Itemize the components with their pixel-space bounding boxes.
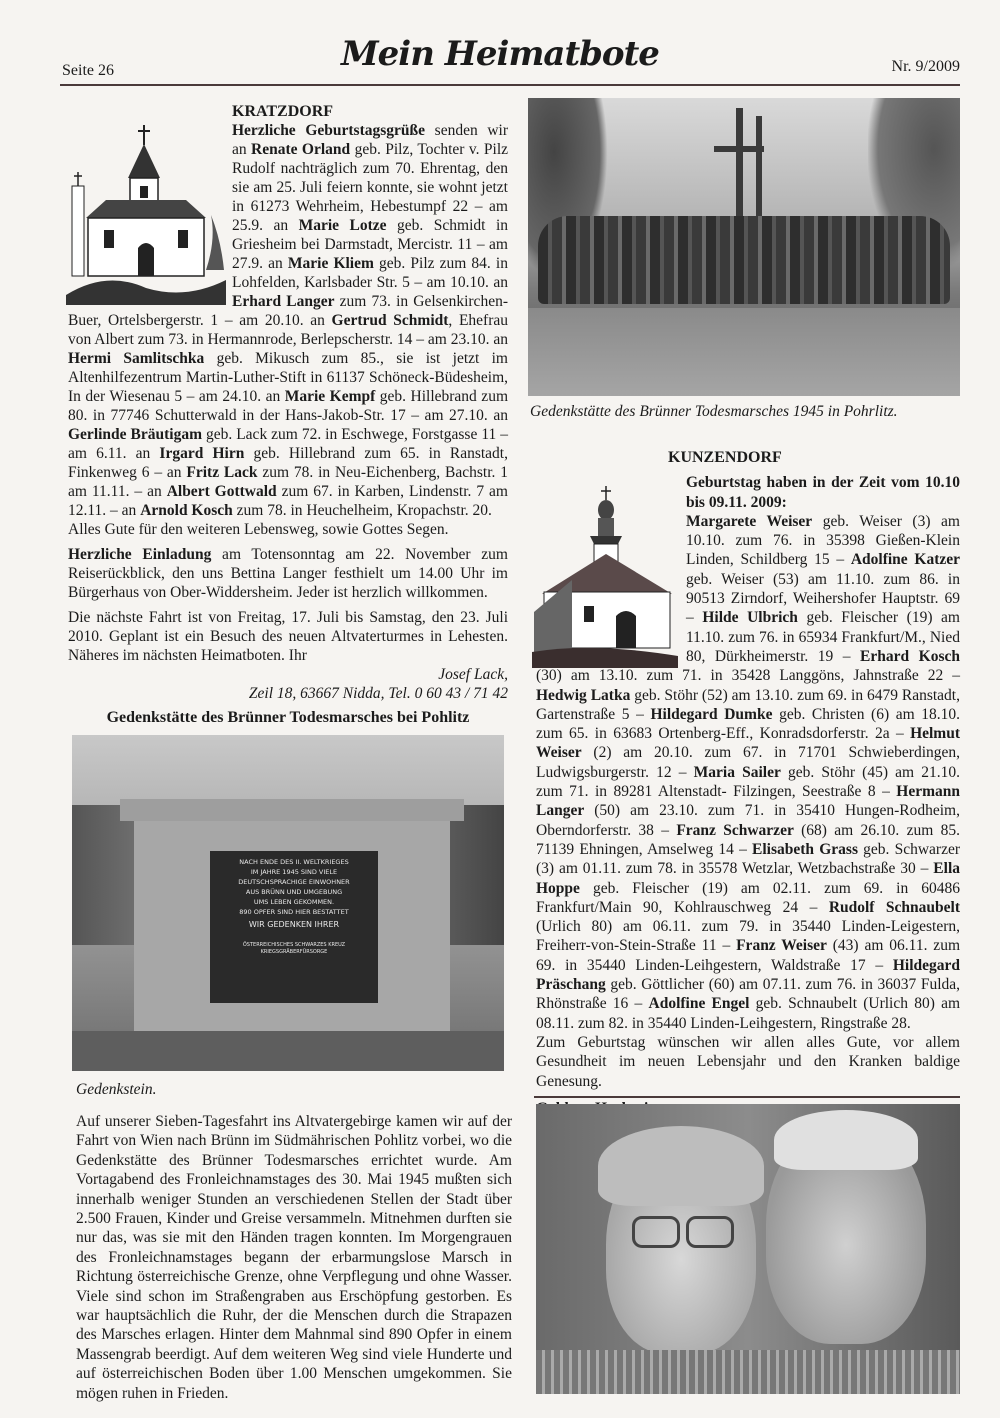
person-name: Rudolf Schnaubelt [828, 898, 961, 916]
text-run: geb. Christen (6) am 18.10. zum 65. in 63683 Ortenberg-Eff., Konradsdorferstr. 2a – [536, 705, 960, 743]
stone-body [134, 821, 450, 1031]
signature-name: Josef Lack, [438, 666, 508, 683]
blessing: Alles Gute für den weiteren Lebensweg, sowie Gottes Segen. [68, 521, 449, 538]
memorial-heading: Gedenkstätte des Brünner Todesmarsches bei Pohlitz [106, 709, 470, 726]
invitation-bold: Herzliche Einladung [68, 546, 212, 563]
person-name: Erhard Kosch [860, 647, 960, 665]
text-run: zum 78. in Neu-Eichenberg, Bachstr. 1 am 11.11. – an [68, 464, 508, 500]
glasses-right [686, 1216, 734, 1248]
stone-cap [120, 799, 464, 821]
text-run: geb. Mikusch zum 85., sie ist jetzt im Altenhilfezentrum Martin-Luther-Stift in 61137 Schöneck-Büdesheim, In der Wiesenau 5 – am 24.10. an [68, 350, 508, 405]
memorial-plaque [210, 851, 378, 1003]
kunzendorf-birthdays [536, 473, 960, 1033]
memorial-text: Auf unserer Sieben-Tagesfahrt ins Altvatergebirge kamen wir auf der Fahrt von Wien nach Brünn im Südmährischen Pohlitz vorbei, wo die Gedenkstätte des Brünner Todesmarsches errichtet wurde. Am Vortagabend des Fronleichnamstages des 30. Mai 1945 mußten sich innerhalb weniger Stunden an verschiedenen Stellen der Stadt über 2.500 Frauen, Kinder und Greise versammeln. Mitnehmen durften sie nur das, was sie mit den Händen tragen konnten. Im Morgengrauen des Fronleichnamstages begann der erbarmungslose Marsch in Richtung österreichische Grenze, ohne Verpflegung und ohne Wasser. Viele sind schon im Straßengraben aus Erschöpfung gestorben. Es war hauptsächlich die Ruhr, der die Menschen durch die Strapazen des Marsches erlagen. Hinter dem Mahnmal sind 890 Opfer in einem Massengrab beerdigt. Auf dem weiteren Weg sind viele Hunderte und auf österreichischen Boden über 1.00 Menschen umgekommen. Sie mögen ruhen in Frieden. [76, 1113, 512, 1402]
text-run: geb. Schwarzer (3) am 01.11. zum 78. in 35578 Wetzlar, Wetzbachstraße 30 – [536, 840, 961, 878]
church-float-space [536, 473, 686, 665]
person-name: Franz Weiser [736, 937, 827, 955]
text-run: geb. Pilz, Tochter v. Pilz Rudolf nachträglich zum 70. Ehrentag, den sie am 25. Juli feiern konnte, sie wohnt jetzt in 61273 Wehrheim, Hebestumpf 22 – am 25.9. an [232, 141, 508, 234]
text-run: (Urlich 80) am 06.11. zum 79. in 35440 Linden-Leigestern, Freiherr-von-Stein-Straße 11 – [536, 918, 960, 955]
person-name: Maria Sailer [693, 763, 781, 781]
text-run: (30) am 13.10. zum 71. in 35428 Langgöns, Jahnstraße 22 – [536, 667, 960, 685]
next-trip: Die nächste Fahrt ist von Freitag, 17. Juli bis Samstag, den 23. Juli 2010. Geplant ist ein Besuch des neuen Altvaterturmes in Lehesten. Näheres im nächsten Heimatboten. Ihr [68, 609, 508, 664]
person-name: Albert Gottwald [166, 483, 277, 500]
birthday-wishes: Zum Geburtstag wünschen wir allen alles Gute, vor allem Gesundheit im neuen Lebensjahr und den Kranken baldige Genesung. [536, 1033, 960, 1090]
person-name: Adolfine Katzer [850, 551, 961, 569]
cross-pole [736, 108, 743, 228]
kratzdorf-section [68, 102, 508, 703]
memorial-stone-photo [72, 735, 504, 1071]
person-name: Ella Hoppe [536, 860, 960, 897]
ground [72, 1031, 504, 1071]
top-photo-caption: Gedenkstätte des Brünner Todesmarsches 1945 in Pohrlitz. [530, 403, 898, 420]
person-name: Hildegard Präschang [536, 956, 960, 994]
person-name: Elisabeth Grass [752, 840, 858, 858]
crosses-group-photo [528, 98, 960, 396]
text-run: geb. Göttlicher (60) am 07.11. zum 76. in 36037 Fulda, Rhönstraße 16 – [536, 976, 960, 1013]
cross-pole [756, 116, 762, 226]
plaque-line: NACH ENDE DES II. WELTKRIEGES [239, 858, 349, 866]
person-name: Renate Orland [251, 141, 351, 158]
plaque-line: IM JAHRE 1945 SIND VIELE [250, 868, 338, 876]
glasses-left [632, 1216, 680, 1248]
kunzendorf-heading: KUNZENDORF [668, 449, 782, 466]
text-run: , Ehefrau von Albert zum 73. in Hermannrode, Berlepscherstr. 14 – am 23.10. an [68, 312, 509, 348]
text-run: geb. Schnaubelt (Urlich 80) am 08.11. zum 82. in 35440 Linden-Leihgestern, Ringstraße 28. [536, 995, 961, 1032]
people-group [538, 216, 950, 304]
kratzdorf-heading: KRATZDORF [232, 103, 334, 120]
person-name: Irgard Hirn [159, 445, 245, 462]
person-name: Marie Kliem [287, 255, 374, 272]
text-run: geb. Stöhr (45) am 21.10. zum 71. in 89281 Altenstadt- Filzingen, Seestraße 8 – [536, 763, 960, 801]
top-photo-caption-wrap [530, 402, 960, 421]
issue-number: Nr. 9/2009 [891, 58, 960, 75]
plaque-line: UMS LEBEN GEKOMMEN. [253, 898, 335, 906]
greetings-intro: Herzliche Geburtstagsgrüße [232, 122, 426, 139]
person-name: Erhard Langer [232, 293, 335, 310]
person-name: Hildegard Dumke [650, 705, 773, 723]
signature-address: Zeil 18, 63667 Nidda, Tel. 0 60 43 / 71 42 [248, 685, 508, 702]
person-name: Hermann Langer [536, 783, 960, 820]
plaque-footer: ÖSTERREICHISCHES SCHWARZES KREUZ [242, 942, 346, 948]
text-run: geb. Weiser (3) am 10.10. zum 76. in 35398 Gießen-Klein Linden, Schildberg 15 – [686, 512, 960, 569]
text-run: geb. Pilz zum 84. in Lohfelden, Karlsbader Str. 5 – am 10.10. an [232, 255, 508, 291]
text-run: (2) am 20.10. zum 67. in 71701 Schwieberdingen, Ludwigsburgerstr. 12 – [536, 744, 960, 781]
text-run: geb. Fleischer (19) am 02.11. zum 69. in 60486 Frankfurt/Main 90, Kohlrauschweg 24 – [536, 879, 960, 916]
person-name: Gerlinde Bräutigam [68, 426, 202, 443]
text-run: geb. Weiser (53) am 11.10. zum 86. in 90513 Zirndorf, Weihershofer Hauptstr. 69 – [686, 570, 960, 627]
text-run: geb. Hillebrand zum 65. in Ranstadt, Finkenweg 6 – an [68, 445, 508, 481]
church-float-space [68, 121, 232, 307]
text-run: geb. Fleischer (19) am 11.10. zum 76. in 65934 Frankfurt/M., Nied 80, Dürkheimerstr. 19 – [686, 609, 960, 665]
road [528, 308, 960, 396]
memorial-caption: Gedenkstein. [76, 1081, 157, 1098]
section-rule [534, 1096, 960, 1098]
person-name: Arnold Kosch [140, 502, 233, 519]
person-name: Marie Lotze [298, 217, 387, 234]
person-name: Gertrud Schmidt [331, 312, 449, 329]
text-run: geb. Stöhr (52) am 13.10. zum 69. in 6479 Ranstadt, Gartenstraße 5 – [536, 686, 960, 723]
kratzdorf-greetings [68, 121, 508, 520]
text-run: zum 73. in Gelsenkirchen-Buer, Ortelsbergerstr. 1 – am 20.10. an [68, 293, 508, 329]
text-run: geb. Hillebrand zum 80. in 77746 Schutterwald in der Hans-Jakob-Str. 17 – am 27.10. an [68, 388, 508, 424]
person-name: Hedwig Latka [536, 686, 631, 704]
text-run: (50) am 23.10. zum 71. in 35410 Hungen-Rodheim, Oberndorferstr. 38 – [536, 802, 960, 839]
header-rule [60, 84, 960, 86]
woman-hair [598, 1126, 764, 1206]
birthday-intro: Geburtstag haben in der Zeit vom 10.10 bis 09.11. 2009: [686, 474, 960, 511]
person-name: Helmut Weiser [536, 725, 960, 762]
plaque-line: WIR GEDENKEN IHRER [248, 920, 340, 929]
page-number: Seite 26 [62, 62, 114, 79]
plaque-line: DEUTSCHSPRACHIGE EINWOHNER [238, 878, 350, 886]
person-name: Hermi Samlitschka [68, 350, 205, 367]
text-run: zum 67. in Karben, Lindenstr. 7 am 12.11. – an [68, 483, 508, 519]
memorial-caption-wrap [76, 1080, 506, 1099]
person-name: Margarete Weiser [686, 512, 813, 530]
memorial-text-wrap [76, 1112, 512, 1403]
kunzendorf-section [536, 448, 960, 1157]
person-name: Adolfine Engel [648, 995, 750, 1013]
man-hair [774, 1110, 918, 1170]
invitation-text: am Totensonntag am 22. November zum Reiserückblick, den uns Bettina Langer festhielt um 14.00 Uhr im Bürgerhaus von Ober-Widdersheim. Jeder ist herzlich willkommen. [68, 546, 508, 601]
text-run: senden wir an [232, 122, 509, 158]
text-run: (43) am 06.11. zum 69. in 35440 Linden-Leihgestern, Waldstraße 17 – [536, 937, 960, 974]
person-name: Marie Kempf [284, 388, 376, 405]
memorial-heading-wrap [68, 708, 508, 727]
invitation [68, 545, 508, 602]
plaque-line: 890 OPFER SIND HIER BESTATTET [239, 908, 349, 916]
plaque-line: AUS BRÜNN UND UMGEBUNG [245, 888, 343, 896]
golden-wedding-couple-photo [536, 1104, 960, 1394]
person-name: Hilde Ulbrich [702, 609, 798, 627]
person-name: Fritz Lack [186, 464, 258, 481]
text-run: geb. Lack zum 72. in Eschwege, Forstgasse 11 – am 6.11. an [68, 426, 508, 462]
plaque-footer: KRIEGSGRÄBERFÜRSORGE [260, 949, 328, 955]
text-run: (68) am 26.10. zum 85. 71139 Ehningen, Amselweg 14 – [536, 821, 960, 858]
person-name: Franz Schwarzer [676, 821, 794, 839]
clothing [536, 1350, 960, 1394]
text-run: zum 78. in Heuchelheim, Kropachstr. 20. [232, 502, 492, 519]
masthead-logo: Mein Heimatbote [341, 34, 659, 74]
text-run: geb. Schmidt in Griesheim bei Darmstadt, Mercistr. 11 – am 27.9. an [232, 217, 508, 272]
